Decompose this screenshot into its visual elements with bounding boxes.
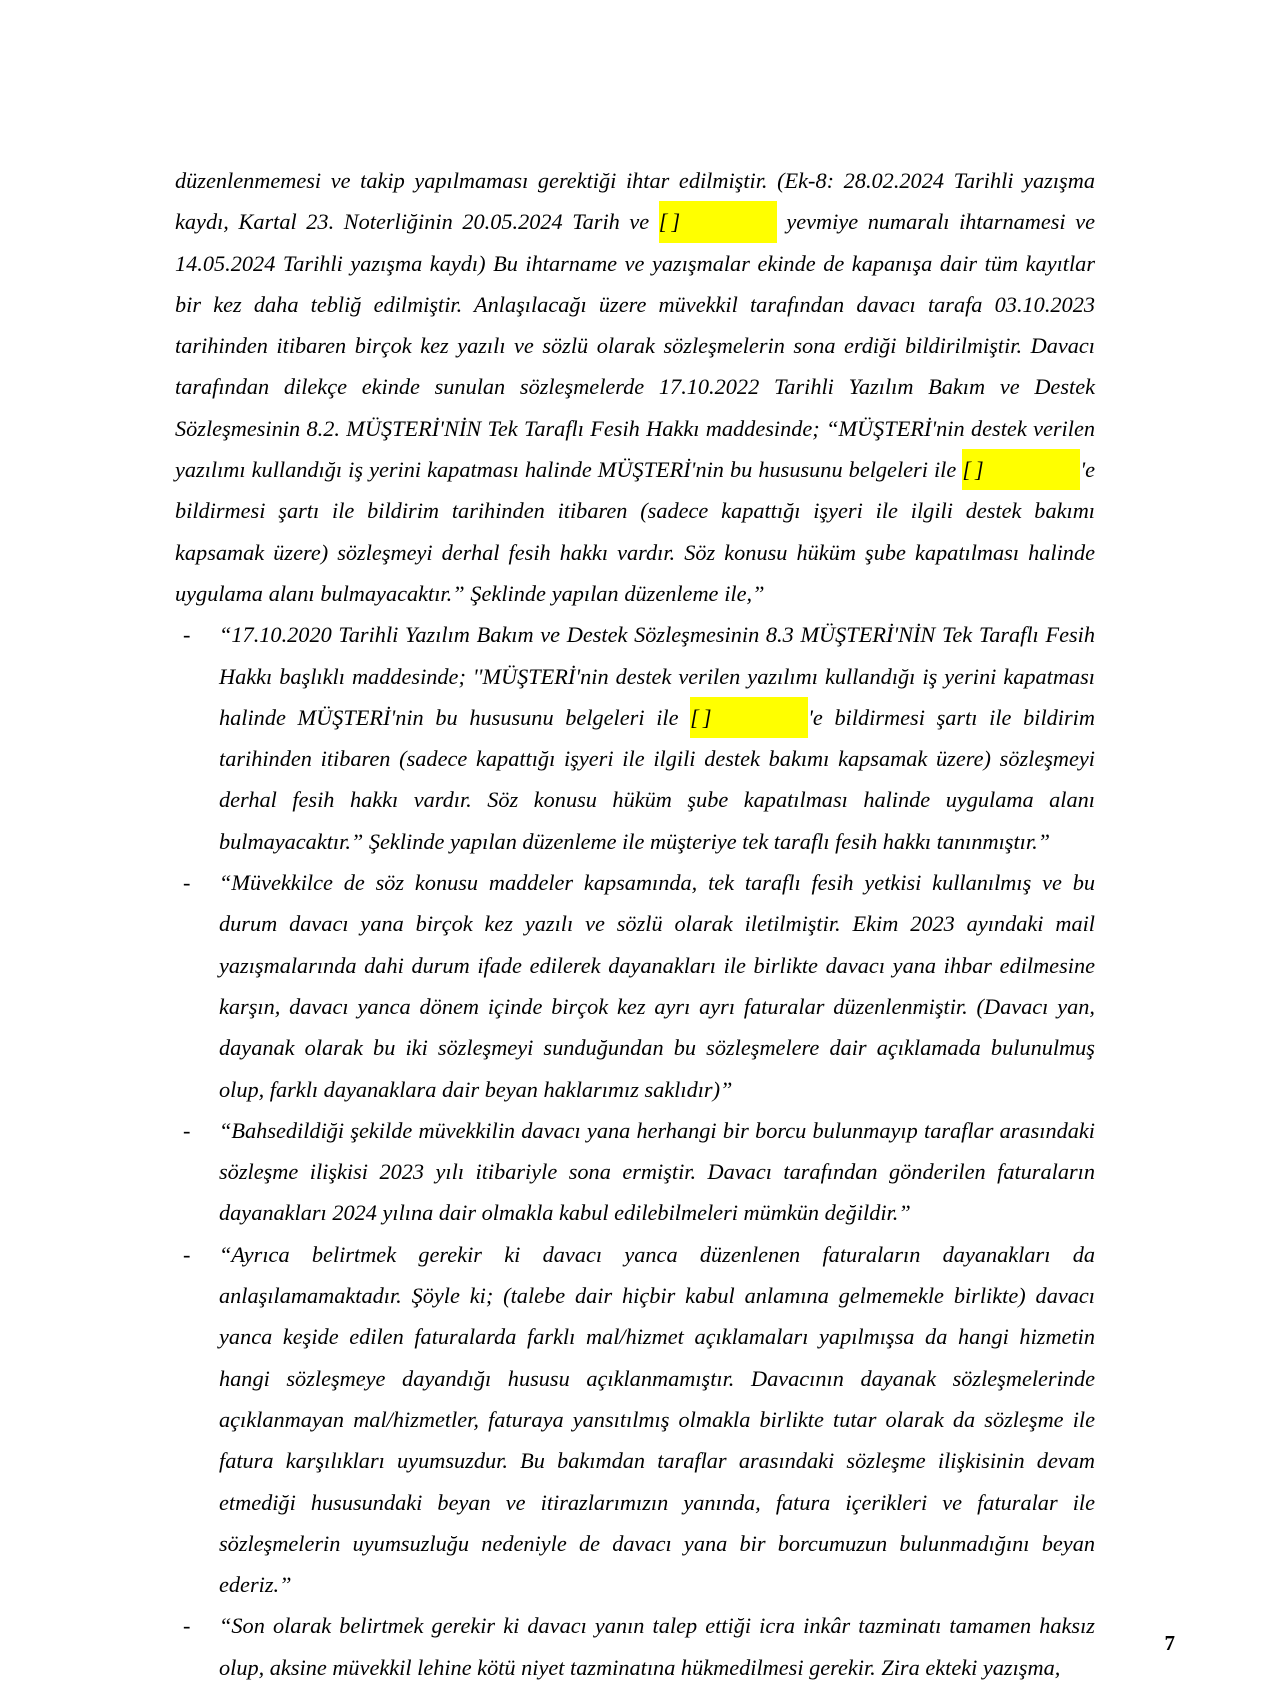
bullet-dash-marker: - xyxy=(183,622,191,648)
lead-paragraph xyxy=(175,160,1095,614)
bullet-item-1 xyxy=(175,614,1095,862)
bullet-dash-marker: - xyxy=(183,1613,191,1639)
redaction-bracket-open: [ xyxy=(690,704,699,730)
bullet-item-2 xyxy=(175,862,1095,1110)
bullet-text-1 xyxy=(219,614,1095,862)
redaction-bracket-open: [ xyxy=(962,457,972,483)
bullet-item-5 xyxy=(175,1605,1095,1688)
bullet-text-4: “Ayrıca belirtmek gerekir ki davacı yanca düzenlenen faturaların dayanakları da anlaşılamamaktadır. Şöyle ki; (talebe dair hiçbir kabul anlamına gelmemekle birlikte) davacı yanca keşide edilen faturalarda farklı mal/hizmet açıklamaları yapılmışsa da hangi hizmetin hangi sözleşmeye dayandığı hususu açıklanmamıştır. Davacının dayanak sözleşmelerinde açıklanmayan mal/hizmetler, faturaya yansıtılmış olmakla birlikte tutar olarak da sözleşme ile fatura karşılıkları uyumsuzdur. Bu bakımdan taraflar arasındaki sözleşme ilişkisinin devam etmediği hususundaki beyan ve itirazlarımızın yanında, fatura içerikleri ve faturalar ile sözleşmelerin uyumsuzluğu nedeniyle de davacı yana bir borcumuzun bulunmadığını beyan ederiz.” xyxy=(219,1241,1095,1598)
redaction-block-3 xyxy=(690,697,808,738)
redaction-bracket-close: ] xyxy=(702,704,712,730)
lead-paragraph-segment-3: 'e bildirmesi şartı ile bildirim tarihinden itibaren (sadece kapattığı işyeri ile ilgili destek bakımı kapsamak üzere) sözleşmeyi derhal fesih hakkı vardır. Söz konusu hüküm şube kapatılması halinde uygulama alanı bulmayacaktır.” Şeklinde yapılan düzenleme ile,” xyxy=(175,457,1095,606)
bullet-1-segment-1: “17.10.2020 Tarihli Yazılım Bakım ve Destek Sözleşmesinin 8.3 MÜŞTERİ'NİN Tek Taraflı Fesih Hakkı başlıklı maddesinde; ''MÜŞTERİ'nin destek verilen yazılımı kullandığı iş yerini kapatması halinde MÜŞTERİ'nin bu hususunu belgeleri ile xyxy=(219,622,1095,730)
lead-paragraph-segment-2: yevmiye numaralı ihtarnamesi ve 14.05.2024 Tarihli yazışma kaydı) Bu ihtarname ve yazışmalar ekinde de kapanışa dair tüm kayıtlar bir kez daha tebliğ edilmiştir. Anlaşılacağı üzere müvekkil tarafından davacı tarafa 03.10.2023 tarihinden itibaren birçok kez yazılı ve sözlü olarak sözleşmelerin sona erdiği bildirilmiştir. Davacı tarafından dilekçe ekinde sunulan sözleşmelerde 17.10.2022 Tarihli Yazılım Bakım ve Destek Sözleşmesinin 8.2. MÜŞTERİ'NİN Tek Taraflı Fesih Hakkı maddesinde; “MÜŞTERİ'nin destek verilen yazılımı kullandığı iş yerini kapatması halinde MÜŞTERİ'nin bu hususunu belgeleri ile xyxy=(175,209,1095,483)
lead-paragraph-segment-1: düzenlenmemesi ve takip yapılmaması gerektiği ihtar edilmiştir. (Ek-8: 28.02.2024 Tarihli yazışma kaydı, Kartal 23. Noterliğinin 20.05.2024 Tarih ve xyxy=(175,168,1095,235)
bullet-dash-marker: - xyxy=(183,1241,191,1267)
bullet-1-segment-2: 'e bildirmesi şartı ile bildirim tarihinden itibaren (sadece kapattığı işyeri ile ilgili destek bakımı kapsamak üzere) sözleşmeyi derhal fesih hakkı vardır. Söz konusu hüküm şube kapatılması halinde uygulama alanı bulmayacaktır.” Şeklinde yapılan düzenleme ile müşteriye tek taraflı fesih hakkı tanınmıştır.” xyxy=(219,704,1095,854)
bullet-text-2: “Müvekkilce de söz konusu maddeler kapsamında, tek taraflı fesih yetkisi kullanılmış ve bu durum davacı yana birçok kez yazılı ve sözlü olarak iletilmiştir. Ekim 2023 ayındaki mail yazışmalarında dahi durum ifade edilerek dayanakları ile birlikte davacı yana ihbar edilmesine karşın, davacı yanca dönem içinde birçok kez ayrı ayrı faturalar düzenlenmiştir. (Davacı yan, dayanak olarak bu iki sözleşmeyi sunduğundan bu sözleşmelere dair açıklamada bulunulmuş olup, farklı dayanaklara dair beyan haklarımız saklıdır)” xyxy=(219,870,1095,1102)
bullet-dash-marker: - xyxy=(183,870,191,896)
redaction-block-2 xyxy=(962,449,1080,490)
page-body xyxy=(175,160,1095,1688)
bullet-dash-marker: - xyxy=(183,1117,191,1143)
argument-bullet-list xyxy=(175,614,1095,1688)
redaction-block-1 xyxy=(659,201,777,242)
bullet-text-5: “Son olarak belirtmek gerekir ki davacı yanın talep ettiği icra inkâr tazminatı tamamen haksız olup, aksine müvekkil lehine kötü niyet tazminatına hükmedilmesi gerekir. Zira ekteki yazışma, xyxy=(219,1613,1095,1680)
bullet-item-4 xyxy=(175,1234,1095,1606)
bullet-item-3 xyxy=(175,1110,1095,1234)
redaction-bracket-close: ] xyxy=(975,457,984,483)
redaction-bracket-close: ] xyxy=(671,209,681,235)
page-number: 7 xyxy=(1164,1631,1175,1655)
redaction-bracket-open: [ xyxy=(658,209,668,235)
bullet-text-3: “Bahsedildiği şekilde müvekkilin davacı yana herhangi bir borcu bulunmayıp taraflar arasındaki sözleşme ilişkisi 2023 yılı itibariyle sona ermiştir. Davacı tarafından gönderilen faturaların dayanakları 2024 yılına dair olmakla kabul edilebilmeleri mümkün değildir.” xyxy=(219,1117,1095,1226)
